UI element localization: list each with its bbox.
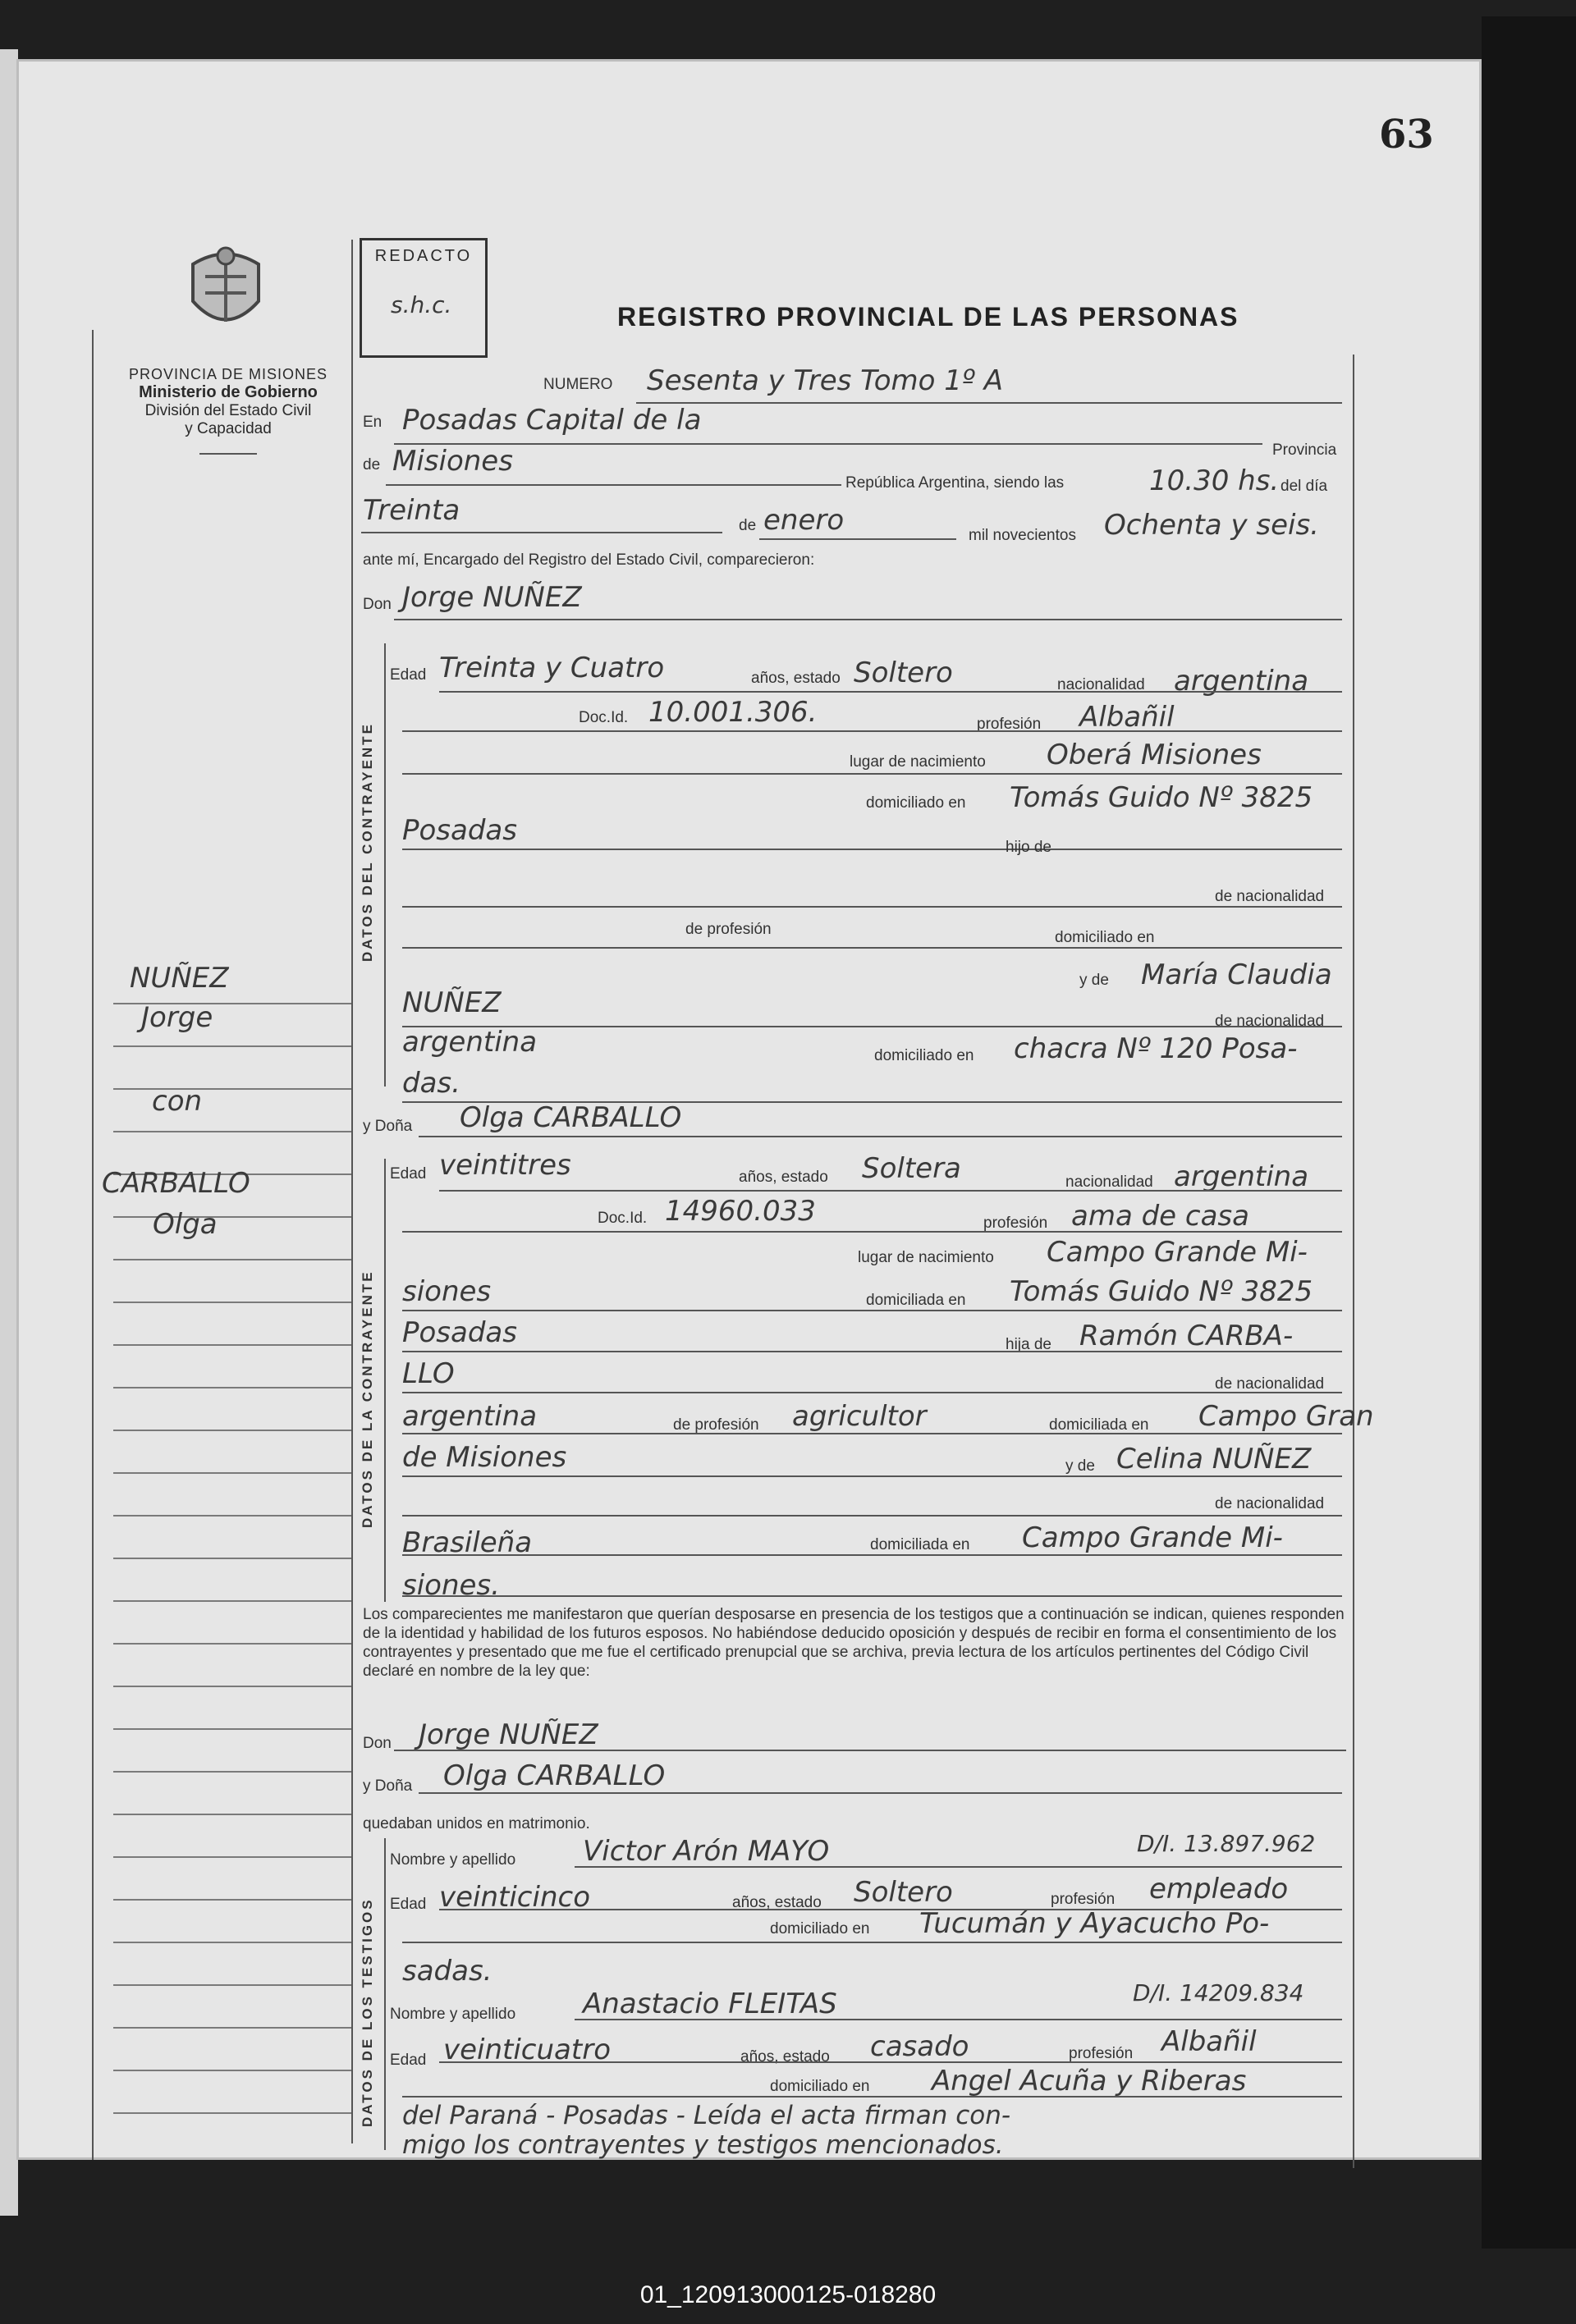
t2-doc: D/I. 14209.834 bbox=[1133, 1979, 1304, 2006]
contrayente-f-name: Olga CARBALLO bbox=[460, 1101, 682, 1134]
domiciliado-label: domiciliado en bbox=[866, 794, 966, 812]
document-title: REGISTRO PROVINCIAL DE LAS PERSONAS bbox=[617, 302, 1239, 332]
redacto-value: s.h.c. bbox=[391, 291, 452, 318]
margin-rule-line bbox=[113, 1131, 351, 1132]
t2-estado: casado bbox=[870, 2030, 969, 2063]
margin-rule-line bbox=[113, 1899, 351, 1901]
issuer-block bbox=[105, 366, 351, 455]
profesion-value: Albañil bbox=[1079, 701, 1175, 734]
f-padre-domicilio: Campo Gran bbox=[1198, 1400, 1374, 1433]
section-label-testigos: DATOS DE LOS TESTIGOS bbox=[360, 1897, 375, 2127]
margin-rule-line bbox=[113, 1643, 351, 1645]
f-nacionalidad-value: argentina bbox=[1174, 1160, 1309, 1193]
f-padre-domicilio-2: de Misiones bbox=[402, 1441, 567, 1474]
margin-rule-line bbox=[113, 1814, 351, 1815]
t1-dom: Tucumán y Ayacucho Po- bbox=[919, 1907, 1270, 1940]
t1-profesion-label: profesión bbox=[1051, 1891, 1116, 1908]
margin-rule-line bbox=[113, 1472, 351, 1474]
margin-rule-line bbox=[113, 1771, 351, 1773]
margin-rule-line bbox=[113, 2070, 351, 2071]
y-de-label: y de bbox=[1079, 972, 1109, 989]
doc-value: 10.001.306. bbox=[648, 696, 818, 729]
t2-profesion-label: profesión bbox=[1069, 2045, 1134, 2062]
margin-rule-line bbox=[113, 1045, 351, 1047]
t1-estado: Soltero bbox=[854, 1876, 953, 1909]
margin-note-surname-2: CARBALLO bbox=[102, 1167, 250, 1200]
f-domiciliada-label: domiciliada en bbox=[866, 1292, 966, 1309]
madre-name: María Claudia bbox=[1141, 958, 1332, 991]
anio-value: Ochenta y seis. bbox=[1104, 509, 1319, 542]
margin-note-name-2: Olga bbox=[153, 1208, 218, 1241]
f-domicilio-value-2: Posadas bbox=[402, 1316, 517, 1349]
f-estado-value: Soltera bbox=[862, 1152, 961, 1185]
t2-dom: Angel Acuña y Riberas bbox=[932, 2065, 1247, 2098]
madre-name-2: NUÑEZ bbox=[402, 986, 502, 1019]
t1-edad: veinticinco bbox=[439, 1881, 590, 1914]
domicilio-value-2: Posadas bbox=[402, 814, 517, 847]
numero-label: NUMERO bbox=[543, 376, 613, 393]
f-profesion-label: profesión bbox=[983, 1215, 1048, 1232]
declaration-text: Los comparecientes me manifestaron que querían desposarse en presencia de los testigos que a continuación se indican, quienes responden de la identidad y habilidad de los futuros esposos. No habiéndose deducido oposición y después de recibir en forma el consentimiento de los contrayentes y presentado que me fue el certificado prenupcial que se archiva, previa lectura de los artículos pertinentes del Código Civil declaré en nombre de la ley que: bbox=[363, 1606, 1345, 1680]
f-madre-name: Celina NUÑEZ bbox=[1116, 1443, 1312, 1475]
f-lugar-value: Campo Grande Mi- bbox=[1047, 1236, 1308, 1269]
margin-rule-line bbox=[113, 1728, 351, 1730]
redacto-box bbox=[360, 238, 488, 358]
profesion-label: profesión bbox=[977, 716, 1042, 733]
f-hija-label: hija de bbox=[1006, 1336, 1051, 1353]
page-shadow bbox=[1482, 16, 1576, 2249]
t1-dom-label: domiciliado en bbox=[770, 1920, 870, 1937]
t1-anos-estado-label: años, estado bbox=[732, 1894, 822, 1911]
dona-label: y Doña bbox=[363, 1118, 413, 1135]
t2-edad: veinticuatro bbox=[443, 2034, 611, 2066]
decl-don-value: Jorge NUÑEZ bbox=[419, 1718, 598, 1751]
decl-dona-value: Olga CARBALLO bbox=[443, 1759, 666, 1792]
margin-note-surname: NUÑEZ bbox=[130, 962, 229, 995]
del-dia-label: del día bbox=[1280, 478, 1328, 495]
issuer-division: División del Estado Civil bbox=[144, 402, 312, 419]
t2-anos-estado-label: años, estado bbox=[740, 2048, 830, 2066]
t2-edad-label: Edad bbox=[390, 2052, 427, 2069]
margin-rule-line bbox=[113, 1686, 351, 1687]
t1-doc: D/I. 13.897.962 bbox=[1137, 1830, 1316, 1857]
t2-profesion: Albañil bbox=[1161, 2025, 1257, 2058]
t2-dom-label: domiciliado en bbox=[770, 2078, 870, 2095]
right-border bbox=[1353, 355, 1354, 2168]
margin-rule-line bbox=[113, 1558, 351, 1559]
f-y-de-label: y de bbox=[1065, 1457, 1095, 1475]
mes-value: enero bbox=[763, 504, 845, 537]
nacionalidad-value: argentina bbox=[1174, 665, 1309, 698]
f-padre-name-2: LLO bbox=[402, 1357, 455, 1390]
republica-label: República Argentina, siendo las bbox=[845, 474, 1065, 492]
f-padre-dom-label: domiciliada en bbox=[1049, 1416, 1149, 1434]
margin-rule-line bbox=[113, 2027, 351, 2029]
book-spine-edge bbox=[0, 49, 18, 2216]
edad-value: Treinta y Cuatro bbox=[439, 652, 665, 684]
lugar-label: lugar de nacimiento bbox=[850, 753, 986, 771]
t1-profesion: empleado bbox=[1149, 1873, 1289, 1905]
margin-rule-line bbox=[113, 1430, 351, 1431]
t1-nombre: Victor Arón MAYO bbox=[583, 1835, 830, 1868]
image-caption: 01_120913000125-018280 bbox=[639, 2281, 937, 2308]
madre-domicilio-2: das. bbox=[402, 1067, 460, 1100]
t2-nombre-label: Nombre y apellido bbox=[390, 2006, 516, 2023]
t2-dom-3: migo los contrayentes y testigos mencionados. bbox=[402, 2130, 1004, 2160]
f-madre-domicilio: Campo Grande Mi- bbox=[1022, 1521, 1283, 1554]
f-doc-value: 14960.033 bbox=[665, 1195, 816, 1228]
section-label-contrayente-f: DATOS DE LA CONTRAYENTE bbox=[360, 1270, 375, 1528]
numero-value: Sesenta y Tres Tomo 1º A bbox=[647, 364, 1003, 397]
unidos-text: quedaban unidos en matrimonio. bbox=[363, 1815, 590, 1832]
en-value: Posadas Capital de la bbox=[402, 404, 702, 437]
f-madre-nacionalidad: Brasileña bbox=[402, 1526, 533, 1559]
edad-label: Edad bbox=[390, 666, 427, 684]
f-padre-prof-label: de profesión bbox=[673, 1416, 759, 1434]
de-label: de bbox=[363, 456, 381, 473]
padre-nac-label: de nacionalidad bbox=[1215, 888, 1325, 905]
f-doc-label: Doc.Id. bbox=[598, 1210, 648, 1227]
margin-rule-line bbox=[113, 1344, 351, 1346]
redacto-label: REDACTO bbox=[374, 247, 473, 265]
provincia-label: Provincia bbox=[1272, 441, 1337, 459]
padre-prof-label: de profesión bbox=[685, 921, 772, 938]
f-nacionalidad-label: nacionalidad bbox=[1065, 1173, 1153, 1191]
margin-rule-line bbox=[113, 1515, 351, 1517]
madre-nacionalidad: argentina bbox=[402, 1026, 538, 1059]
f-domicilio-value: Tomás Guido Nº 3825 bbox=[1010, 1275, 1313, 1308]
certificate-page bbox=[16, 59, 1482, 2160]
f-padre-profesion: agricultor bbox=[792, 1400, 927, 1433]
t1-edad-label: Edad bbox=[390, 1896, 427, 1913]
margin-rule-line bbox=[113, 1984, 351, 1986]
t1-dom-2: sadas. bbox=[402, 1955, 492, 1988]
f-lugar-label: lugar de nacimiento bbox=[858, 1249, 994, 1266]
margin-rule-line bbox=[113, 1600, 351, 1602]
estado-value: Soltero bbox=[854, 656, 953, 689]
f-padre-name: Ramón CARBA- bbox=[1079, 1320, 1294, 1352]
anos-estado-label: años, estado bbox=[751, 670, 841, 687]
margin-rule-line bbox=[113, 1942, 351, 1943]
dia-value: Treinta bbox=[363, 494, 460, 527]
margin-note-name: Jorge bbox=[141, 1001, 213, 1034]
main-border bbox=[351, 240, 353, 2143]
coat-of-arms-icon bbox=[172, 240, 279, 346]
madre-domicilio: chacra Nº 120 Posa- bbox=[1014, 1032, 1298, 1065]
margin-rule-line bbox=[113, 1856, 351, 1858]
hora-value: 10.30 hs. bbox=[1149, 464, 1280, 497]
section-label-contrayente: DATOS DEL CONTRAYENTE bbox=[360, 722, 375, 962]
madre-nac-label: de nacionalidad bbox=[1215, 1013, 1325, 1030]
f-profesion-value: ama de casa bbox=[1071, 1200, 1249, 1233]
contrayente-name: Jorge NUÑEZ bbox=[402, 581, 582, 614]
page-number: 63 bbox=[1379, 112, 1434, 158]
margin-rule-line bbox=[113, 1088, 351, 1090]
t2-nombre: Anastacio FLEITAS bbox=[583, 1988, 837, 2020]
f-padre-nac-label: de nacionalidad bbox=[1215, 1375, 1325, 1393]
madre-dom-label: domiciliado en bbox=[874, 1047, 974, 1064]
issuer-ministry: Ministerio de Gobierno bbox=[139, 383, 318, 401]
f-padre-nacionalidad: argentina bbox=[402, 1400, 538, 1433]
t2-dom-2: del Paraná - Posadas - Leída el acta firman con- bbox=[402, 2101, 1011, 2130]
f-madre-dom-label: domiciliada en bbox=[870, 1536, 970, 1553]
f-lugar-value-2: siones bbox=[402, 1275, 492, 1308]
lugar-value: Oberá Misiones bbox=[1047, 739, 1262, 771]
mil-label: mil novecientos bbox=[969, 527, 1076, 544]
de-value: Misiones bbox=[392, 445, 513, 478]
doc-label: Doc.Id. bbox=[579, 709, 629, 726]
margin-note-con: con bbox=[152, 1085, 203, 1118]
padre-dom-label: domiciliado en bbox=[1055, 929, 1155, 946]
f-madre-nac-label: de nacionalidad bbox=[1215, 1495, 1325, 1512]
margin-border bbox=[92, 330, 94, 2160]
f-madre-domicilio-2: siones. bbox=[402, 1569, 500, 1602]
hijo-label: hijo de bbox=[1006, 839, 1051, 856]
t1-nombre-label: Nombre y apellido bbox=[390, 1851, 516, 1869]
don-label: Don bbox=[363, 596, 392, 613]
decl-dona-label: y Doña bbox=[363, 1777, 413, 1795]
f-anos-estado-label: años, estado bbox=[739, 1169, 828, 1186]
issuer-division-2: y Capacidad bbox=[185, 420, 272, 437]
f-edad-label: Edad bbox=[390, 1165, 427, 1183]
decl-don-label: Don bbox=[363, 1735, 392, 1752]
domicilio-value: Tomás Guido Nº 3825 bbox=[1010, 781, 1313, 814]
ante-label: ante mí, Encargado del Registro del Estado Civil, comparecieron: bbox=[363, 551, 815, 569]
margin-rule-line bbox=[113, 1259, 351, 1260]
de-mes-label: de bbox=[739, 517, 757, 534]
margin-rule-line bbox=[113, 2112, 351, 2114]
margin-rule-line bbox=[113, 1387, 351, 1388]
margin-rule-line bbox=[113, 1216, 351, 1218]
f-edad-value: veintitres bbox=[439, 1149, 571, 1182]
en-label: En bbox=[363, 414, 383, 431]
nacionalidad-label: nacionalidad bbox=[1057, 676, 1145, 693]
issuer-province: PROVINCIA DE MISIONES bbox=[128, 366, 328, 382]
margin-rule-line bbox=[113, 1302, 351, 1303]
